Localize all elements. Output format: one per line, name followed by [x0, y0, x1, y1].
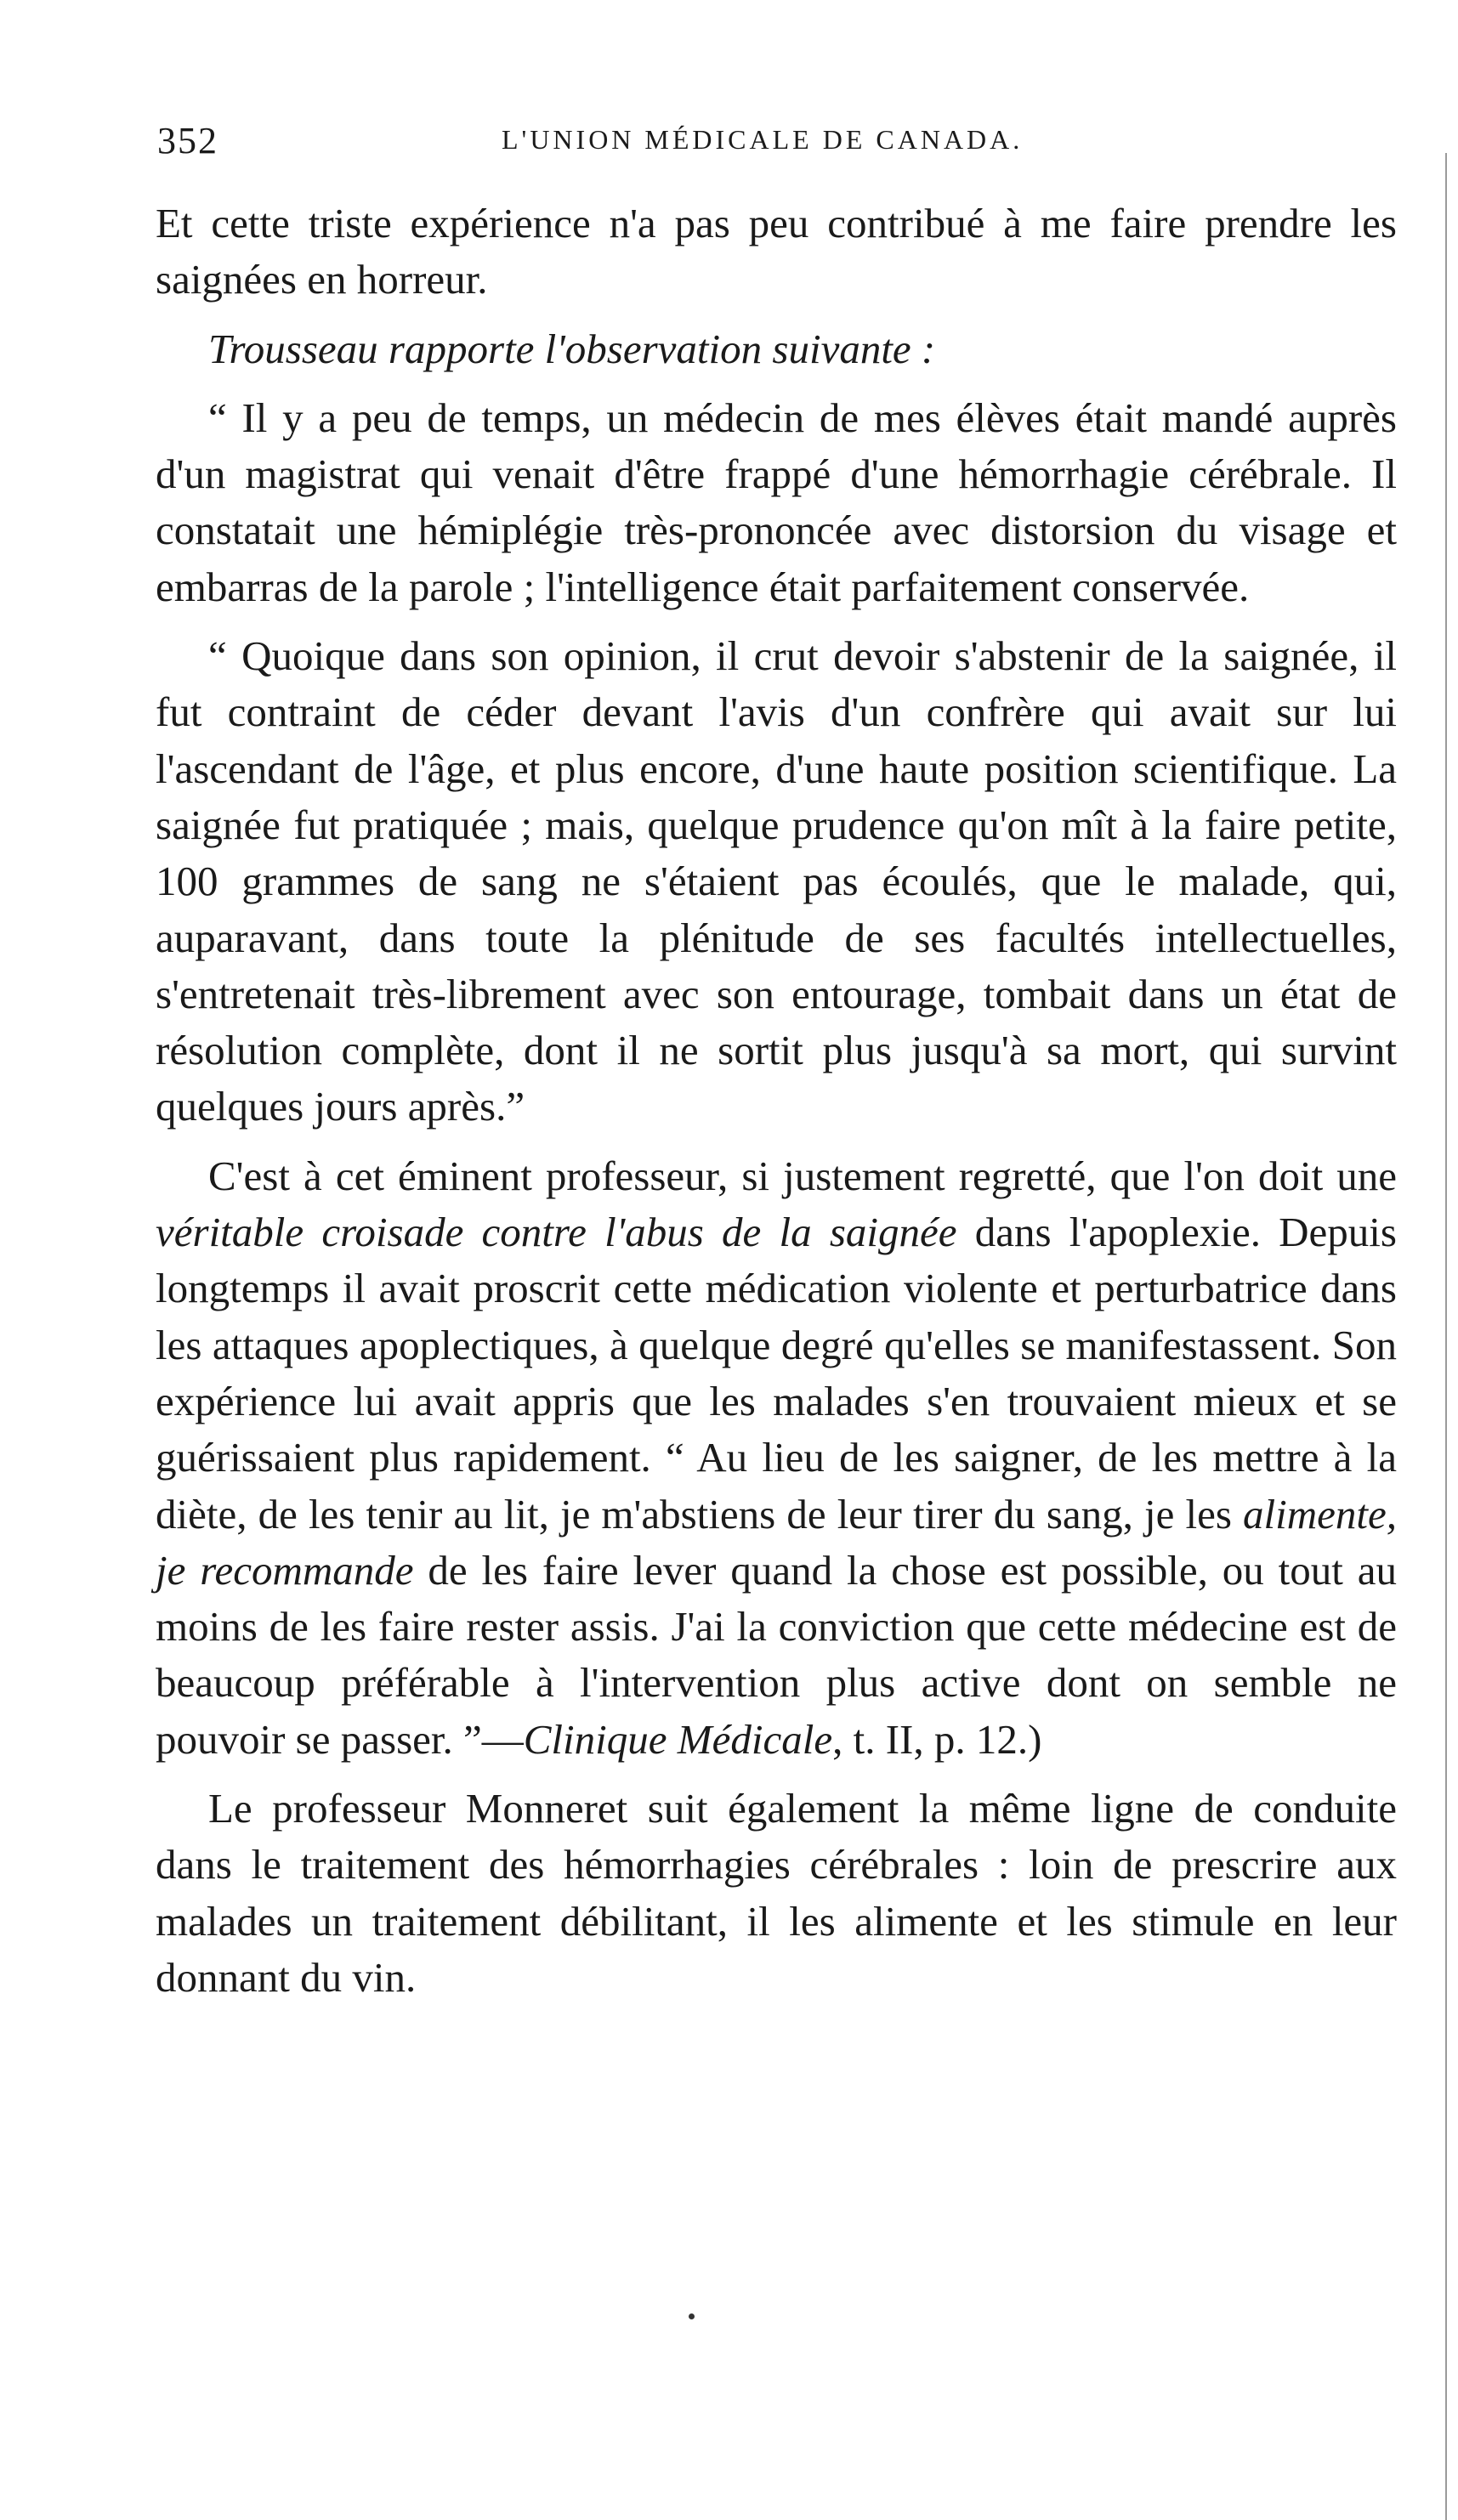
paragraph-text-segment: dans l'apoplexie. Depuis longtemps il avait proscrit cette médication violente et perturbatrice dans les attaques apoplectiques, à quelque degré qu'elles se manifestassent. Son expérience lui avait appris que les malades s'en trouvaient mieux et se guérissaient plus rapidement. “ Au lieu de les saigner, de les mettre à la diète, de les tenir au lit, je m'abstiens de leur tirer du sang, je les — [156, 1209, 1397, 1537]
paragraph-monneret: Le professeur Monneret suit également la même ligne de conduite dans le traitement des hémorrhagies cérébrales : loin de prescrire aux malades un traitement débilitant, il les alimente et les stimule en leur donnant du vin. — [156, 1785, 1397, 2001]
paragraph-continuation: Et cette triste expérience n'a pas peu contribué à me faire prendre les saignées en horreur. — [156, 200, 1397, 303]
italic-phrase: alimente, je recommande — [156, 1490, 1397, 1594]
text-body — [156, 195, 1397, 2019]
paragraph-quote-intro: Trousseau rapporte l'observation suivante : — [208, 325, 936, 372]
page-number: 352 — [157, 120, 218, 161]
page-edge-line — [1445, 153, 1447, 2520]
citation-reference: , t. II, p. 12.) — [832, 1715, 1042, 1763]
paragraph-text-segment: de les faire lever quand la chose est possible, ou tout au moins de les faire rester assis. J'ai la conviction que cette médecine est de beaucoup préférable à l'intervention plus active dont on semble ne pouvoir se passer. ”— — [156, 1546, 1397, 1763]
italic-phrase: véritable croisade contre l'abus de la saignée — [156, 1209, 957, 1256]
paragraph-quote-2: “ Quoique dans son opinion, il crut devoir s'abstenir de la saignée, il fut contraint de céder devant l'avis d'un confrère qui avait sur lui l'ascendant de l'âge, et plus encore, d'une haute position scientifique. La saignée fut pratiquée ; mais, quelque prudence qu'on mît à la faire petite, 100 grammes de sang ne s'étaient pas écoulés, que le malade, qui, auparavant, dans toute la plénitude de ses facultés intellectuelles, s'entretenait très-librement avec son entourage, tombait dans un état de résolution complète, dont il ne sortit plus jusqu'à sa mort, qui survint quelques jours après.” — [156, 632, 1397, 1130]
journal-title: L'UNION MÉDICALE DE CANADA. — [502, 124, 1024, 155]
paragraph-text-segment: C'est à cet éminent professeur, si justement regretté, que l'on doit une — [208, 1152, 1397, 1199]
paragraph-quote-1: “ Il y a peu de temps, un médecin de mes élèves était mandé auprès d'un magistrat qui venait d'être frappé d'une hémorrhagie cérébrale. Il constatait une hémiplégie très-prononcée avec distorsion du visage et embarras de la parole ; l'intelligence était parfaitement conservée. — [156, 394, 1397, 610]
citation-title: Clinique Médicale — [523, 1715, 833, 1763]
running-head — [157, 119, 1394, 170]
paragraph-trousseau-praise — [156, 1148, 1397, 1768]
ink-dot — [689, 2313, 695, 2319]
